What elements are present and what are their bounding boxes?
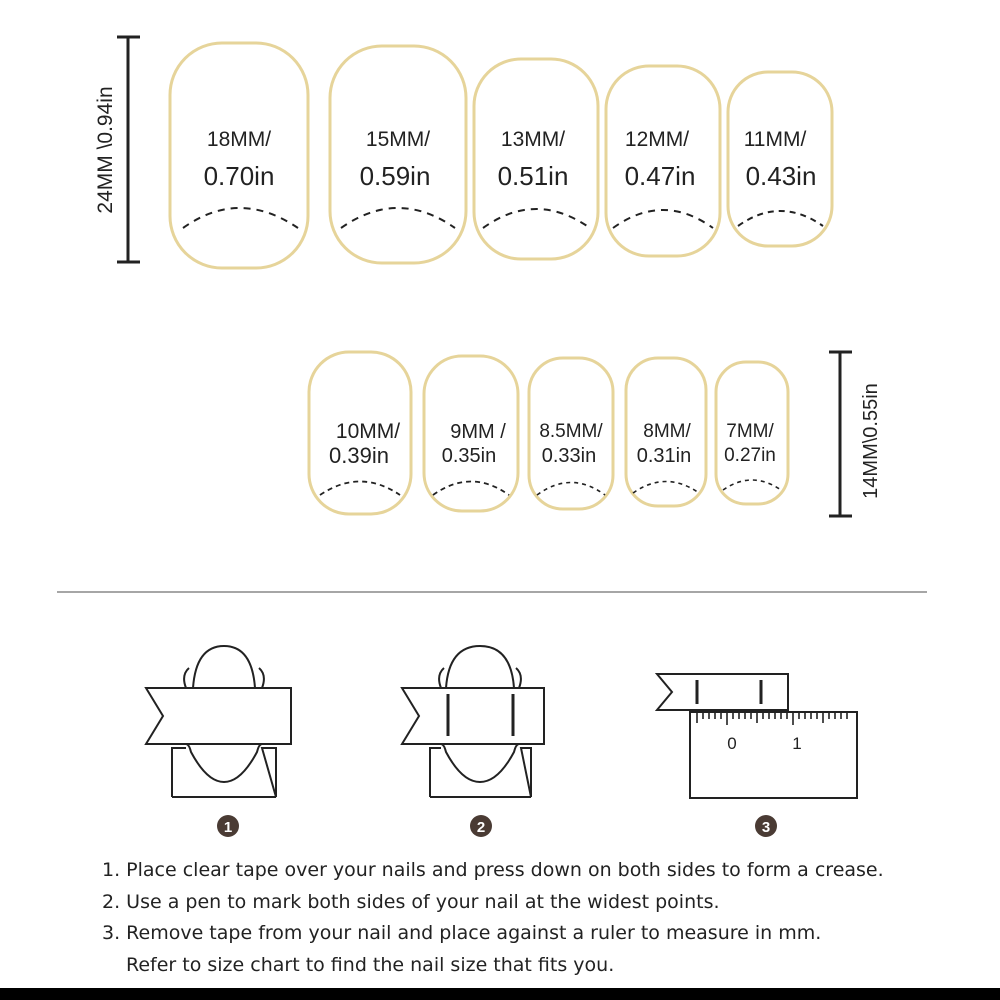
nail-size-mm: 11MM/ (743, 128, 807, 151)
nail-size-mm: 13MM/ (500, 128, 566, 151)
measurement-instructions (102, 855, 962, 981)
nail-shape-18mm (170, 43, 308, 268)
nail-shape-12mm (606, 66, 720, 256)
nail-size-inch: 0.31in (636, 445, 692, 467)
step2-illustration (402, 646, 544, 797)
nail-size-inch: 0.43in (745, 161, 817, 191)
nail-size-inch: 0.39in (329, 443, 389, 468)
step-badge-3 (755, 815, 777, 837)
nail-shape-13mm (474, 59, 598, 259)
ruler-label-1: 1 (792, 734, 802, 753)
tape-strip (402, 688, 544, 744)
nail-size-inch: 0.33in (541, 445, 597, 467)
step3-illustration (657, 674, 857, 798)
nail-shape-7mm (716, 362, 788, 504)
step-number: 3 (761, 819, 771, 836)
nail-shape-10mm (309, 352, 411, 514)
height-label-bottom: 14MM\0.55in (860, 383, 882, 499)
step-badge-2 (470, 815, 492, 837)
nail-shape-8mm (626, 358, 706, 506)
nail-size-mm: 18MM/ (206, 128, 272, 151)
nail-size-inch: 0.59in (359, 161, 431, 191)
ruler (690, 712, 857, 798)
nail-size-inch: 0.47in (624, 161, 696, 191)
instruction-step-3-continued: Refer to size chart to find the nail size that fits you. (126, 953, 615, 976)
height-bracket-bottom (829, 352, 852, 516)
step-number: 2 (476, 819, 486, 836)
tape-strip (657, 674, 788, 710)
nail-shape-8-5mm (529, 358, 613, 509)
nail-size-mm: 10MM/ (335, 420, 401, 443)
nail-size-mm: 15MM/ (365, 128, 431, 151)
nail-shape-15mm (330, 46, 466, 263)
nail-size-mm: 7MM/ (726, 421, 774, 442)
nail-size-mm: 9MM / (450, 421, 506, 443)
height-bracket-top (117, 37, 140, 262)
nail-size-mm: 12MM/ (624, 128, 690, 151)
nail-size-inch: 0.27in (724, 445, 776, 466)
step1-illustration (146, 646, 291, 797)
instruction-step-1: 1. Place clear tape over your nails and press down on both sides to form a crease. (102, 859, 884, 881)
step-number: 1 (223, 819, 233, 836)
step-badge-1 (217, 815, 239, 837)
nail-size-inch: 0.51in (497, 161, 569, 191)
instruction-step-3: 3. Remove tape from your nail and place against a ruler to measure in mm. (102, 922, 822, 944)
nail-shape-9mm (424, 356, 518, 511)
ruler-label-0: 0 (727, 734, 737, 753)
bottom-edge-bar (0, 988, 1000, 1000)
height-label-top: 24MM \0.94in (94, 86, 117, 214)
instruction-step-2: 2. Use a pen to mark both sides of your nail at the widest points. (102, 890, 720, 913)
nail-shape-11mm (728, 72, 832, 246)
nail-size-mm: 8MM/ (643, 421, 691, 442)
nail-size-mm: 8.5MM/ (539, 421, 603, 442)
tape-strip (146, 688, 291, 744)
nail-size-inch: 0.35in (441, 445, 497, 467)
nail-size-inch: 0.70in (203, 161, 275, 191)
